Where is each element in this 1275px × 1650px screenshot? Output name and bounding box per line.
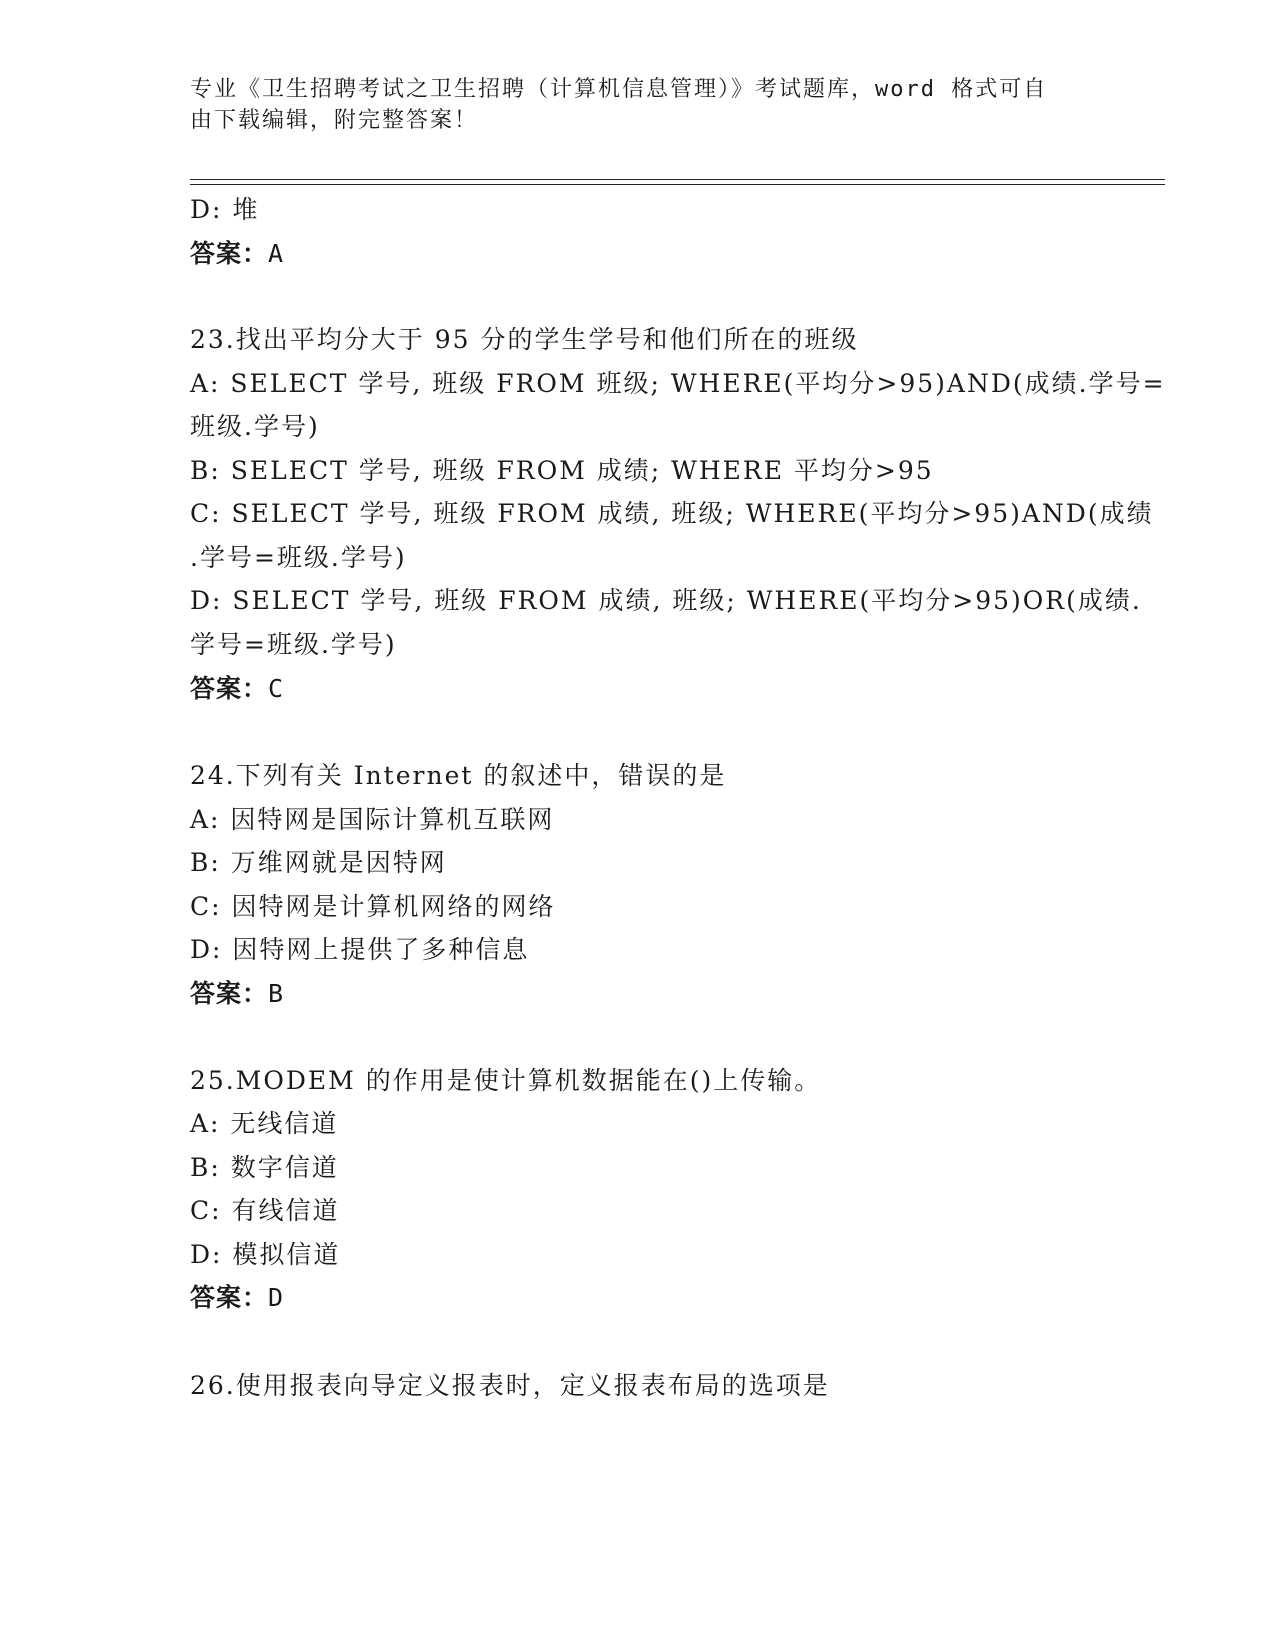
question-25-answer xyxy=(190,1278,284,1314)
question-24-option-d: D: 因特网上提供了多种信息 xyxy=(190,935,530,964)
answer-value: B xyxy=(268,979,285,1008)
answer-value: D xyxy=(268,1283,285,1312)
answer-value: C xyxy=(268,674,285,703)
question-26-stem: 26.使用报表向导定义报表时，定义报表布局的选项是 xyxy=(190,1371,830,1400)
question-24-option-c: C: 因特网是计算机网络的网络 xyxy=(190,892,556,921)
document-header xyxy=(190,74,1090,136)
answer-label: 答案： xyxy=(190,674,269,703)
answer-value: A xyxy=(268,239,285,268)
question-25-option-b: B: 数字信道 xyxy=(190,1153,339,1182)
question-24-option-b: B: 万维网就是因特网 xyxy=(190,848,447,877)
question-23-option-d-line-1: D: SELECT 学号, 班级 FROM 成绩, 班级; WHERE(平均分>95)OR(成绩. xyxy=(190,586,1142,615)
header-divider-top xyxy=(190,179,1165,180)
answer-label: 答案： xyxy=(190,1283,269,1312)
question-23-option-c-line-2: .学号=班级.学号) xyxy=(190,543,407,572)
prev-answer xyxy=(190,234,284,270)
header-line-1: 专业《卫生招聘考试之卫生招聘（计算机信息管理）》考试题库，word 格式可自 xyxy=(190,77,1048,102)
question-25-option-d: D: 模拟信道 xyxy=(190,1240,341,1269)
question-24-answer xyxy=(190,974,284,1010)
question-24-stem: 24.下列有关 Internet 的叙述中，错误的是 xyxy=(190,761,727,790)
question-23-option-a-line-1: A: SELECT 学号, 班级 FROM 班级; WHERE(平均分>95)AND(成绩.学号= xyxy=(190,369,1166,398)
question-25-option-a: A: 无线信道 xyxy=(190,1109,339,1138)
question-24-option-a: A: 因特网是国际计算机互联网 xyxy=(190,805,555,834)
answer-label: 答案： xyxy=(190,979,269,1008)
question-23-stem: 23.找出平均分大于 95 分的学生学号和他们所在的班级 xyxy=(190,325,859,354)
question-23-option-c-line-1: C: SELECT 学号, 班级 FROM 成绩, 班级; WHERE(平均分>95)AND(成绩 xyxy=(190,499,1154,528)
question-23-option-d-line-2: 学号=班级.学号) xyxy=(190,630,397,659)
header-line-2: 由下载编辑，附完整答案！ xyxy=(190,108,479,133)
question-23-option-b: B: SELECT 学号, 班级 FROM 成绩; WHERE 平均分>95 xyxy=(190,456,934,485)
question-23-option-a-line-2: 班级.学号) xyxy=(190,412,320,441)
prev-option-d: D: 堆 xyxy=(190,195,260,224)
question-25-option-c: C: 有线信道 xyxy=(190,1196,340,1225)
question-25-stem: 25.MODEM 的作用是使计算机数据能在()上传输。 xyxy=(190,1066,822,1095)
answer-label: 答案： xyxy=(190,239,269,268)
header-divider-bottom xyxy=(190,184,1165,185)
question-23-answer xyxy=(190,669,284,705)
